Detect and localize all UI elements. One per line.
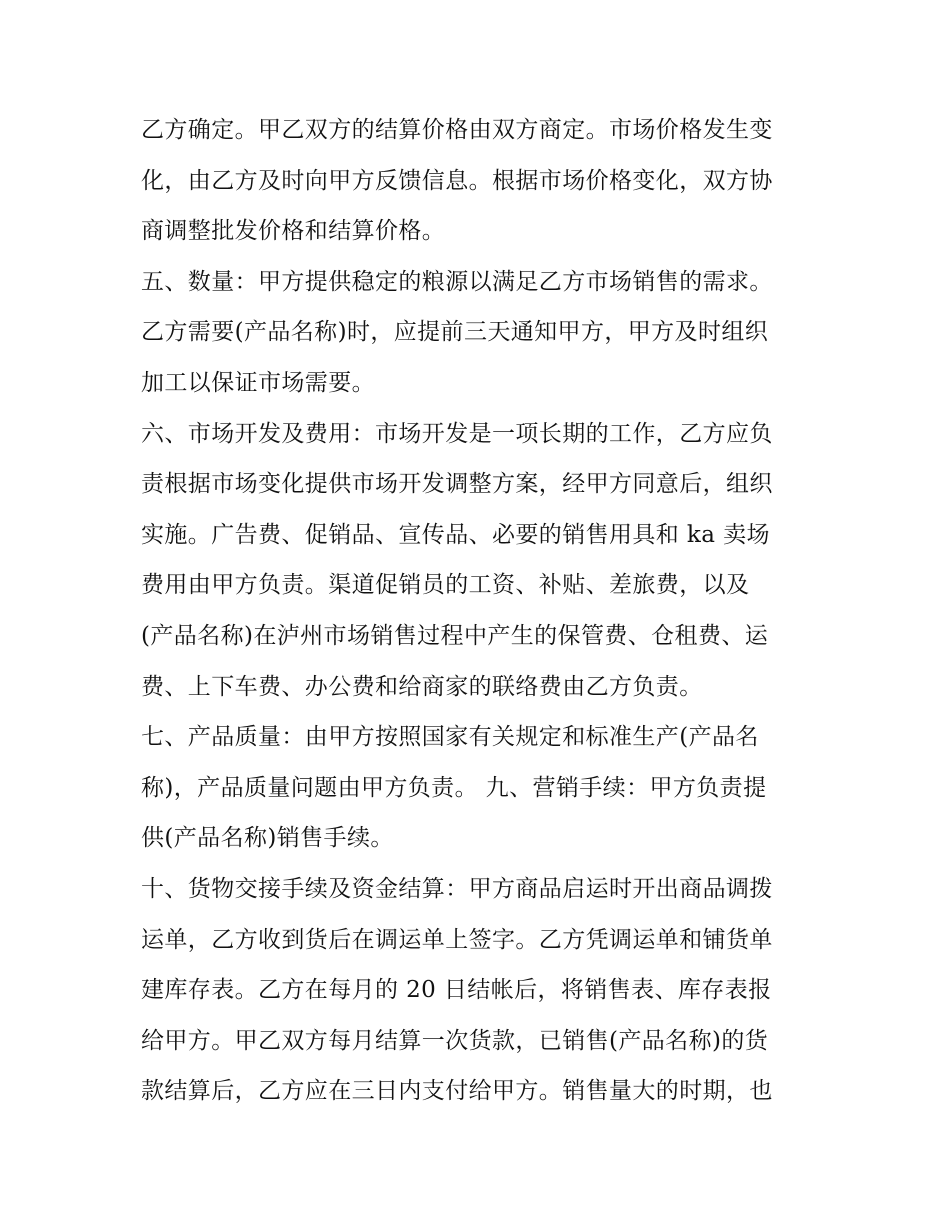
text-line: 五、数量：甲方提供稳定的粮源以满足乙方市场销售的需求。 bbox=[141, 268, 773, 295]
text-line: 责根据市场变化提供市场开发调整方案，经甲方同意后，组织 bbox=[141, 471, 773, 498]
text-line: 十、货物交接手续及资金结算：甲方商品启运时开出商品调拨 bbox=[141, 875, 773, 902]
text-line: 称)，产品质量问题由甲方负责。 九、营销手续：甲方负责提 bbox=[141, 774, 767, 801]
text-line: 款结算后，乙方应在三日内支付给甲方。销售量大的时期，也 bbox=[141, 1078, 773, 1105]
text-line: 费用由甲方负责。渠道促销员的工资、补贴、差旅费，以及 bbox=[141, 572, 750, 599]
text-line: 商调整批发价格和结算价格。 bbox=[141, 218, 446, 245]
text-line: 化，由乙方及时向甲方反馈信息。根据市场价格变化，双方协 bbox=[141, 167, 773, 194]
text-line: 七、产品质量：由甲方按照国家有关规定和标准生产(产品名 bbox=[141, 724, 759, 751]
document-body bbox=[141, 105, 821, 1117]
text-line: 六、市场开发及费用：市场开发是一项长期的工作，乙方应负 bbox=[141, 420, 773, 447]
text-line: 建库存表。乙方在每月的 20 日结帐后，将销售表、库存表报 bbox=[141, 977, 772, 1004]
text-line: 给甲方。甲乙双方每月结算一次货款，已销售(产品名称)的货 bbox=[141, 1027, 769, 1054]
text-line: 费、上下车费、办公费和给商家的联络费由乙方负责。 bbox=[141, 673, 703, 700]
text-line: 乙方确定。甲乙双方的结算价格由双方商定。市场价格发生变 bbox=[141, 117, 773, 143]
text-line: 实施。广告费、促销品、宣传品、必要的销售用具和 ka 卖场 bbox=[141, 521, 770, 548]
text-line: 乙方需要(产品名称)时，应提前三天通知甲方，甲方及时组织 bbox=[141, 319, 769, 346]
text-line: 运单，乙方收到货后在调运单上签字。乙方凭调运单和铺货单 bbox=[141, 926, 773, 953]
text-line: (产品名称)在泸州市场销售过程中产生的保管费、仓租费、运 bbox=[141, 622, 769, 649]
text-line: 加工以保证市场需要。 bbox=[141, 369, 375, 396]
text-line: 供(产品名称)销售手续。 bbox=[141, 825, 394, 852]
